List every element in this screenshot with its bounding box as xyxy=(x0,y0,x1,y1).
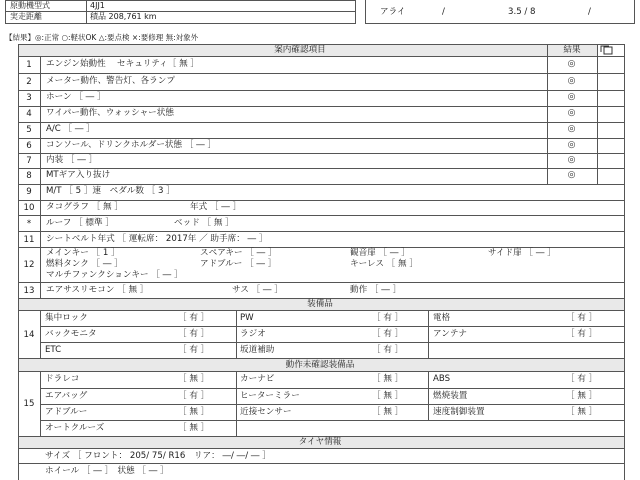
equip-etc: ETC xyxy=(45,345,62,355)
equip-central-lock: 集中ロック xyxy=(45,313,88,323)
result-mark: ◎ xyxy=(567,155,576,165)
fuel-tank: 燃料タンク ［ ― ］ xyxy=(46,259,123,269)
mileage-label: 実走距離 xyxy=(10,12,42,21)
unchecked-title: 動作未確認装備品 xyxy=(285,360,355,370)
unc-heater-mirror: ヒーターミラー xyxy=(240,391,300,401)
alignment-mid: 3.5 / 8 xyxy=(508,7,536,17)
inspection-item: メーター動作、警告灯、各ランプ xyxy=(46,76,175,86)
unchecked-num: 15 xyxy=(23,399,35,409)
unc-proximity-value: ［ 無 ］ xyxy=(372,407,404,417)
inspection-item: ワイパー動作、ウォッシャー状態 xyxy=(46,108,174,118)
row10-num: 10 xyxy=(23,203,35,213)
inspection-item: コンソール、ドリンクホルダー状態 ［ ― ］ xyxy=(46,140,217,150)
alignment-left: / xyxy=(442,7,445,17)
engine-model-label: 原動機型式 xyxy=(10,1,50,10)
unc-speed-limiter-value: ［ 無 ］ xyxy=(566,407,598,417)
equip-hill-assist-value: ［ 有 ］ xyxy=(372,345,404,355)
bed-label: ベッド ［ 無 ］ xyxy=(174,218,234,228)
equipment-num: 14 xyxy=(23,330,35,340)
equip-back-monitor: バックモニタ xyxy=(45,329,97,339)
equip-etc-value: ［ 有 ］ xyxy=(178,345,210,355)
unc-abs-value: ［ 有 ］ xyxy=(566,374,598,384)
unc-proximity: 近接センサー xyxy=(240,407,292,417)
inspection-item: 内装 ［ ― ］ xyxy=(46,155,98,165)
inspection-item: ホーン ［ ― ］ xyxy=(46,92,106,102)
equip-hill-assist: 坂道補助 xyxy=(240,345,275,355)
equipment-title: 装備品 xyxy=(307,299,333,309)
header-result: 結果 xyxy=(563,45,581,55)
equip-mirror: 電格 xyxy=(433,313,451,323)
main-key: メインキー ［ 1 ］ xyxy=(46,248,120,258)
tire-title: タイヤ情報 xyxy=(298,437,342,447)
inspection-item: MTギア入り抜け xyxy=(46,170,111,180)
engine-model-value: 4JJ1 xyxy=(90,1,105,10)
alignment-right: / xyxy=(588,7,591,17)
rear-door: 観音扉 ［ ― ］ xyxy=(350,248,410,258)
unc-combustion-value: ［ 無 ］ xyxy=(566,391,598,401)
result-mark: ◎ xyxy=(567,170,576,180)
adblue-key: アドブルー ［ ― ］ xyxy=(200,259,277,269)
alignment-label: アライ xyxy=(380,7,406,17)
multifunction-key: マルチファンクションキー ［ ― ］ xyxy=(46,270,183,280)
row12-num: 12 xyxy=(23,260,35,270)
suspension-action: 動作 ［ ― ］ xyxy=(350,285,402,295)
equip-radio-value: ［ 有 ］ xyxy=(372,329,404,339)
equip-back-monitor-value: ［ 有 ］ xyxy=(178,329,210,339)
unc-combustion: 燃焼装置 xyxy=(433,391,468,401)
inspection-item: エンジン始動性 セキュリティ［ 無 ］ xyxy=(46,59,199,69)
copy-icon xyxy=(600,45,613,55)
result-mark: ◎ xyxy=(567,92,576,102)
unc-airbag: エアバッグ xyxy=(45,391,88,401)
roof-num: * xyxy=(26,219,32,229)
tire-size: サイズ ［ フロント： 205/ 75/ R16 リア： ―/ ―/ ― ］ xyxy=(45,451,271,461)
tire-wheel: ホイール ［ ― ］ 状態 ［ ― ］ xyxy=(45,466,169,476)
unc-speed-limiter: 速度制御装置 xyxy=(433,407,485,417)
result-mark: ◎ xyxy=(567,76,576,86)
suspension: サス ［ ― ］ xyxy=(232,285,283,295)
equip-radio: ラジオ xyxy=(240,329,266,339)
unc-adblue: アドブルー xyxy=(45,407,88,417)
keyless: キーレス ［ 無 ］ xyxy=(350,259,418,269)
seatbelt-year: シートベルト年式 ［ 運転席： 2017年 ／ 助手席： ― ］ xyxy=(46,234,268,244)
row9-num: 9 xyxy=(26,187,32,197)
row13-num: 13 xyxy=(23,286,35,296)
inspection-item: A/C ［ ― ］ xyxy=(46,124,95,134)
equip-pw-value: ［ 有 ］ xyxy=(372,313,404,323)
equip-antenna: アンテナ xyxy=(433,329,468,339)
equip-antenna-value: ［ 有 ］ xyxy=(566,329,598,339)
header-items: 案内確認項目 xyxy=(274,45,326,55)
result-legend: 【結果】◎:正常 ○:軽状OK △:要点検 ×:要修理 無:対象外 xyxy=(5,33,199,42)
mileage-value: 積品 208,761 km xyxy=(90,12,157,21)
result-mark: ◎ xyxy=(567,108,576,118)
unc-auto-cruise-value: ［ 無 ］ xyxy=(178,423,210,433)
unc-dashcam: ドラレコ xyxy=(45,374,80,384)
unc-abs: ABS xyxy=(433,374,451,384)
unc-airbag-value: ［ 有 ］ xyxy=(178,391,210,401)
tachograph-label: タコグラフ ［ 無 ］ xyxy=(46,202,123,212)
tachograph-year: 年式 ［ ― ］ xyxy=(190,202,242,212)
row9-text: M/T ［ 5 ］速 ペダル数 ［ 3 ］ xyxy=(46,186,175,196)
side-door: サイド扉 ［ ― ］ xyxy=(488,248,556,258)
equip-pw: PW xyxy=(240,313,254,323)
result-mark: ◎ xyxy=(567,59,576,69)
row11-num: 11 xyxy=(23,235,35,245)
equip-central-lock-value: ［ 有 ］ xyxy=(178,313,210,323)
roof-label: ルーフ ［ 標準 ］ xyxy=(46,218,114,228)
unc-carnavi-value: ［ 無 ］ xyxy=(372,374,404,384)
unc-auto-cruise: オートクルーズ xyxy=(45,423,105,433)
unc-heater-mirror-value: ［ 無 ］ xyxy=(372,391,404,401)
unc-adblue-value: ［ 無 ］ xyxy=(178,407,210,417)
result-mark: ◎ xyxy=(567,124,576,134)
air-sus-remote: エアサスリモコン ［ 無 ］ xyxy=(46,285,149,295)
result-mark: ◎ xyxy=(567,140,576,150)
unc-dashcam-value: ［ 無 ］ xyxy=(178,374,210,384)
spare-key: スペアキー ［ ― ］ xyxy=(200,248,277,258)
unc-carnavi: カーナビ xyxy=(240,374,275,384)
equip-mirror-value: ［ 有 ］ xyxy=(566,313,598,323)
